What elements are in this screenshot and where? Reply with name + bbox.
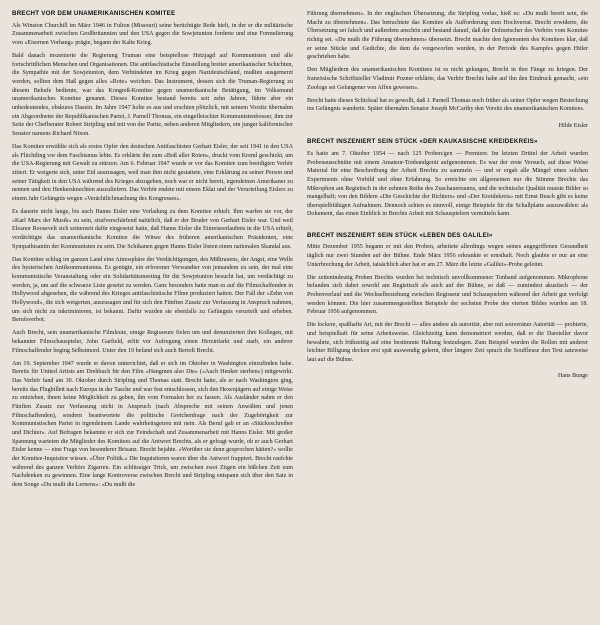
paragraph: Es hatte am 7. Oktober 1954 — nach 125 Proben/gen — Premiere. Im letzten Drittel der Arbeit wurden Probenausschnitte mit einem Amateur-Tonbandgerät aufgenommen. Es war der erste Versuch, auf diese Weise Material für eine Beschreibung der Arbeit Brechts zu sammeln — und er ergab alle Mängel eines solchen Experiments ohne Vorbild und ohne Erfahrung. So erreichte ein allgemeinen nur die Stimme Brechts das Mikrophon am Regietisch in der zehnten Reihe des Zuschauerraums, und die technische Qualität musste Bilder so mangelhaft; von den Bildern «Die Geschichte der Richters» und «Der Kreidekreis» mit Ernst Busch gibt es keine überspielbfähigen Aufnahmen. Dennoch schien es sinnvoll, einige Beispiele für die Schallplatte auszuwählen: als Dokument, das einen Einblick in Brechts Arbeit mit Schauspielern vermitteln kann.: [307, 150, 588, 218]
paragraph: Das Komitee schlug im ganzen Land eine Atmosphäre der Verdächtigungen, des Mißtrauens, der Angst, eine Welle des hysterischen Antikommunismus. Es genügte, ein erfrorener Verwandter von jemandem zu sein, der mal eine kommunistische Veranstaltung oder ein Solidaritätsmeeting für die Sowjetunion besucht hat, um verdächtigt zu werden, ja, um auf die schwarze Liste gesetzt zu werden. Ganz besonders hatte man es auf die Filmschaffenden in Hollywood abgesehen, die während des Krieges antifaschistische Filme produziert hatten. Der Fall der «Zehn von Hollywood», die sich weigerten, auszusagen und für sich den Fünften Zusatz zur Verfassung in Anspruch nahmen, um sich nicht zu inkriminieren, ist bekannt. Dafür wurden sie ebenfalls zu Gefängnis verurteilt und erheben. Berufsverbot.: [12, 256, 293, 324]
paragraph: Am 19. September 1947 wurde er davon unterrichtet, daß er sich im Oktober in Washington einzufinden habe. Bereits für United Artists am Drehbuch für den Film «Hangmen also Die» («Auch Henker sterben») mitgewirkt. Das Verhör fand am 30. Oktober durch Stripling und Thomas statt. Brecht hatte, als er nach Washington ging, bereits das Flugbillett nach Europa in der Tasche und war fest entschlossen, sich den Hexenjägern auf einige Weise zu entziehen, ihnen keine Möglichkeit zu geben, ihn vom Formalen her zu fassen. Als Ausländer nahm er den Fünften Zusatz zur Verfassung nicht in Anspruch (nach Abspreche mit seinen Anwälten und jenen Filmschaffenden), sondern beantwortete die politische Gretchenfrage nach der Zugehörigkeit zur Kommunistischen Partei in irgendeinem Lande wahrheitsgetreu mit nein. Als Beruf gab er an «Stückeschreiber und Dichter». Auf Befragen bekannte er sich zur Feindschaft und Zusammenarbeit mit Hanns Eisler. Mit großer Spannung warteten die Mitglieder des Komitees auf die Antwort Brechts, als er gefragt wurde, ob er auch Gerhart Eisler kenne — eine Frage von besonderer Brisanz. Brecht bejahte. «Worüber sie denn gesprochen hätten?» wollte der Komitee-Inquisitor wissen. «Über Politik.» Die Inquisitoren waren über die Antwort frappiert. Brecht raufchte während des ganzen Verhörs Zigarren. Ein schlüssiger Trick, um zwischen zwei Zügen ein bißchen Zeit zum Nachdenken zu gewinnen. Eine lange Kontroverse zwischen Brecht und Stripling entspann sich über den Satz in dem Songe «Du mußt die Lernens»: «Du mußt die: [12, 360, 293, 488]
section-title-leben-des-galilei: BRECHT INSZENIERT SEIN STÜCK «LEBEN DES GALILEI»: [307, 231, 493, 239]
section-divider: [307, 224, 588, 232]
paragraph: Den Mitgliedern des unamerikanischen Komitees ist es nicht gelungen, Brecht in ihre Fänge zu kriegen. Der französische Schriftsteller Vladimir Pozner erklärte, das Verhör Brechts habe auf ihn den Eindruck gemacht, «ein Zoologe sei Gefangener von Affen gewesen».: [307, 67, 588, 91]
paragraph: Brecht hatte dieses Schicksal hat es gewollt, daß J. Parnell Thomas noch früher als seiner Opfer wegen Bestechung ins Gefängnis wanderte. Später übernahm Senator Joseph McCarthy den Vorsitz des unamerikanischen Komitees.: [307, 97, 588, 113]
paragraph: Als Winston Churchill im März 1946 in Fulton (Missouri) seine berüchtigte Rede hielt, in der er die militärische Zusammenarbeit zwischen Großbritannien und den USA gegen die Sowjetunion forderte und eine Formulierung vom «Eisernen Vorhang» prägte, begann der Kalte Krieg.: [12, 22, 293, 47]
byline-hans-bunge: Hans Bunge: [558, 373, 588, 380]
paragraph: Die zeitenindeutig Proben Brechts wurden bei technisch unvollkommener Tonband aufgenommen. Mikrophone befanden sich dabei sowohl am Regietisch als auch auf der Bühne, so daß — zumindest akustisch — der Probenverlauf und die Wechselbeziehung zwischen Regisseur und Schauspielern während der Arbeit gut verfolgt werden können. Die hier zusammengestellten Beispiele der sechsten Probe des vierten Bildes wurden am 18. Februar 1956 aufgenommen.: [307, 274, 588, 316]
paragraph: Es dauerte nicht lange, bis auch Hanns Eisler eine Vorladung zu dem Komitee erhielt. Ihm warfen sie vor, der «Karl Marx der Musik» zu sein, strafverschärfend natürlich, daß er der Bruder von Gerhart Eisler war. Und weil Eleanor Roosevelt sich seinerzeit dafür eingesetzt hatte, daß Hanns Eisler die Einreiseerlaubnis in die USA erhielt, verdächtigte das unamerikanische Komitee die Witwe des früheren amerikanischen Präsidenten, eine Sympathisantin der Kommunisten zu sein. Die Schikanen gegen Hanns Eisler lösten einen nationalen Skandal aus.: [12, 209, 293, 250]
paragraph: Mitte Dezember 1955 begann er mit den Proben, arbeitete allerdings wegen seines angegriffenen Gesundheit täglich nur zwei Stunden auf der Bühne. Ende März 1956 erkrankte er ernsthaft. Noch glaubte er nur an eine Unterbrechung der Arbeit, tatsächlich aber hat er am 27. März die letzte «Galilei»-Probe geleitet.: [307, 244, 588, 268]
paragraph: Bald danach inszenierte die Regierung Truman eine beispiellose Hetzjagd auf Kommunisten und alle fortschrittlichen Menschen und Organisationen. Die antifaschistische Einstellung breiter amerikanischer Schichten, die Sympathie mit der Sowjetunion, dem Verbündeten im Krieg gegen Nazideutschland, mußten ausgemerzt werden, sollten dem Haß gegen alles «Rote» weichen. Das Instrument, dessen sich die Truman-Regierung zu diesem Behufe bediente, war das Kongreß-Komitee gegen unamerikanische Betätigung, im Volksmund unamerikanisches Komitee genannt. Dieses Komitee bestand bereits seit zehn Jahren, führte aber ein unbedeutendes, obskures Dasein. Im Jahre 1947 holte es aus und erschien plötzlich, mit seinem Vorsitz übernahm ein Abgeordneter der Republikanischen Partei, J. Parnell Thomas, ein eingefleischter Kommunistenfresser, ihm zur Seite der Chefberater Robert Stripling und mit von der Partie, neben anderen Mitgliedern, ein junger kalifornischer Senator namens Richard Nixon.: [12, 53, 293, 137]
byline-hilde-eisler: Hilde Eisler: [558, 122, 588, 129]
right-column: [307, 10, 588, 617]
paragraph: Die lockere, spaßhafte Art, mit der Brecht — alles andere als autoritär, aber mit souveräner Autorität — probierte, und beispielhaft für seine Arbeitsweise. Gleichzeitig kann demonstriert werden, daß er die Darsteller davor bewahrte, sich frühzeitig auf eine bestimmte Haltung festzulegen. Zum Beispiel wurden die Rollen mit anderer leichter Billigung decken erst spät auswendig gelernt, über längere Zeit sprach die Souffleuse den Text satzweise laut auf die Bühne.: [307, 322, 588, 363]
paragraph: Auch Brecht, sein unamerikanische Filmleute, einige Regisseure fielen um und denunzierten ihre Kollegen, mit bekannter Filmschauspieler, John Garfield, erlitt vor Aufregung einen Herzinfarkt und starb, ein anderer Filmschaffender beging Selbstmord. Unter den 19 befand sich auch Bertolt Brecht.: [12, 330, 293, 354]
section-title-kaukasischer-kreidekreis: BRECHT INSZENIERT SEIN STÜCK «DER KAUKASISCHE KREIDEKREIS»: [307, 138, 538, 146]
section-divider: [307, 130, 588, 138]
paragraph: Führung übernehmen». In der englischen Übersetzung, die Stripling vorlas, hieß es: «Du mußt bereit sein, die Macht zu übernehmen». Das betrachtete das Komitee als Aufforderung zum Hochverrat. Brecht erwiderte, die Übersetzung sei falsch und außerdem anschön und bestand darauf, daß der Dolmetscher des Verhörs vom Komitee richtig sei. «Du mußt die Führung übernehmen» übersetzt. Brecht machte den Ignoranten des Komitees klar, daß er seine Stücke und Gedichte, die dem da vorgeworfen wurden, in der Periode des Kampfes gegen Hitler geschrieben habe.: [307, 11, 588, 61]
left-column: [12, 10, 293, 617]
section-title-brecht-committee: BRECHT VOR DEM UNAMERIKANISCHEN KOMITEE: [12, 10, 176, 17]
paragraph: Das Komitee erwählte sich als erstes Opfer den deutschen Antifaschisten Gerhart Eisler, der seit 1941 in den USA als Flüchtling vor dem Faschismus lebte. Es erklärte ihn zum «Boß aller Roten», druckt vom Kreml geschickt, um die USA-Regierung mit Gewalt zu stürzen. Am 6. Februar 1947 wurde er vor das Komitee zum beeidigten Verhör zitiert. Er weigerte sich, unter Eid auszusagen, weil man ihm nicht gestattete, eine Erklärung zu seiner Person und seiner Tätigkeit in den USA während des Krieges abzugeben, noch war er nicht bereit, irgendeinen Amerikaner zu nennen und den Henkersknechten auszuliefern. Das Verhör endete mit einem Eklat und der Verurteilung Eislers zu einem Jahr Gefängnis wegen «Verächtlichmachung des Kongresses».: [12, 144, 293, 202]
